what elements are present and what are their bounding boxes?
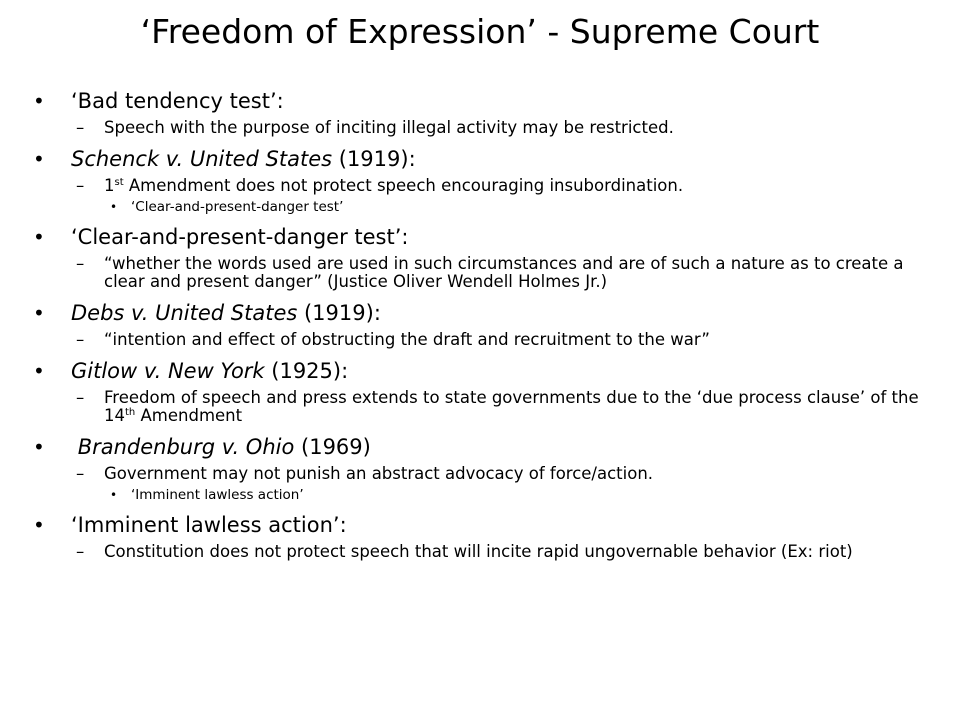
- case-year: (1919):: [297, 301, 381, 325]
- bullet-clear-and-present-danger: [0, 224, 960, 251]
- case-year: (1925):: [264, 359, 349, 383]
- sub-bullet-text: Constitution does not protect speech that will incite rapid ungovernable behavior (Ex: riot): [104, 542, 853, 561]
- case-name: Debs v. United States: [71, 301, 298, 325]
- bullet-imminent-lawless-action: [0, 512, 960, 539]
- sub-bullet-text: Government may not punish an abstract advocacy of force/action.: [104, 464, 654, 483]
- case-year: (1969): [294, 435, 371, 459]
- bullet-marker: •: [33, 435, 45, 459]
- sub-bullet-text: Amendment does not protect speech encouraging insubordination.: [123, 176, 684, 195]
- sub-bullet: [0, 255, 919, 291]
- sub-bullet: [0, 543, 919, 561]
- bullet-marker: •: [33, 147, 45, 171]
- dash-marker: –: [76, 254, 85, 273]
- sub-sub-bullet: [0, 199, 960, 215]
- bullet-schenck: [0, 146, 960, 173]
- sub-bullet-text-pre: 1: [104, 176, 115, 195]
- bullet-debs: [0, 300, 960, 327]
- dash-marker: –: [76, 542, 85, 561]
- sub-bullet-text-post: Amendment: [135, 406, 243, 425]
- bullet-marker-small: •: [110, 200, 118, 214]
- bullet-heading: ‘Bad tendency test’:: [71, 89, 284, 113]
- bullet-heading: ‘Clear-and-present-danger test’:: [71, 225, 409, 249]
- bullet-marker: •: [33, 359, 45, 383]
- sub-sub-bullet: [0, 487, 960, 503]
- dash-marker: –: [76, 464, 85, 483]
- sub-bullet: [0, 465, 960, 483]
- ordinal-suffix: th: [125, 407, 136, 418]
- sub-sub-bullet-text: ‘Imminent lawless action’: [131, 487, 304, 503]
- dash-marker: –: [76, 118, 85, 137]
- case-year: (1919):: [332, 147, 416, 171]
- slide-body: [0, 82, 960, 561]
- sub-bullet: [0, 331, 960, 349]
- bullet-marker: •: [33, 89, 45, 113]
- sub-sub-bullet-text: ‘Clear-and-present-danger test’: [131, 199, 344, 215]
- bullet-brandenburg: [0, 434, 960, 461]
- bullet-marker: •: [33, 301, 45, 325]
- bullet-marker-small: •: [110, 488, 118, 502]
- bullet-heading: ‘Imminent lawless action’:: [71, 513, 347, 537]
- sub-bullet-text: Freedom of speech and press extends to state governments due to the ‘due process clause’ of the 14: [104, 388, 919, 425]
- ordinal-suffix: st: [114, 177, 124, 188]
- bullet-bad-tendency-test: [0, 88, 960, 115]
- bullet-marker: •: [33, 513, 45, 537]
- bullet-gitlow: [0, 358, 960, 385]
- slide-title: ‘Freedom of Expression’ - Supreme Court: [140, 12, 820, 51]
- sub-bullet-text: “whether the words used are used in such circumstances and are of such a nature as to create a clear and present danger” (Justice Oliver Wendell Holmes Jr.): [104, 254, 904, 291]
- sub-bullet-text: Speech with the purpose of inciting illegal activity may be restricted.: [104, 118, 674, 137]
- case-name: Schenck v. United States: [71, 147, 333, 171]
- dash-marker: –: [76, 388, 85, 407]
- case-name: Brandenburg v. Ohio: [77, 435, 295, 459]
- dash-marker: –: [76, 176, 85, 195]
- bullet-marker: •: [33, 225, 45, 249]
- dash-marker: –: [76, 330, 85, 349]
- sub-bullet: [0, 119, 960, 137]
- sub-bullet-text: “intention and effect of obstructing the draft and recruitment to the war”: [104, 330, 710, 349]
- case-name: Gitlow v. New York: [71, 359, 265, 383]
- sub-bullet: [0, 177, 960, 195]
- sub-bullet: [0, 389, 919, 425]
